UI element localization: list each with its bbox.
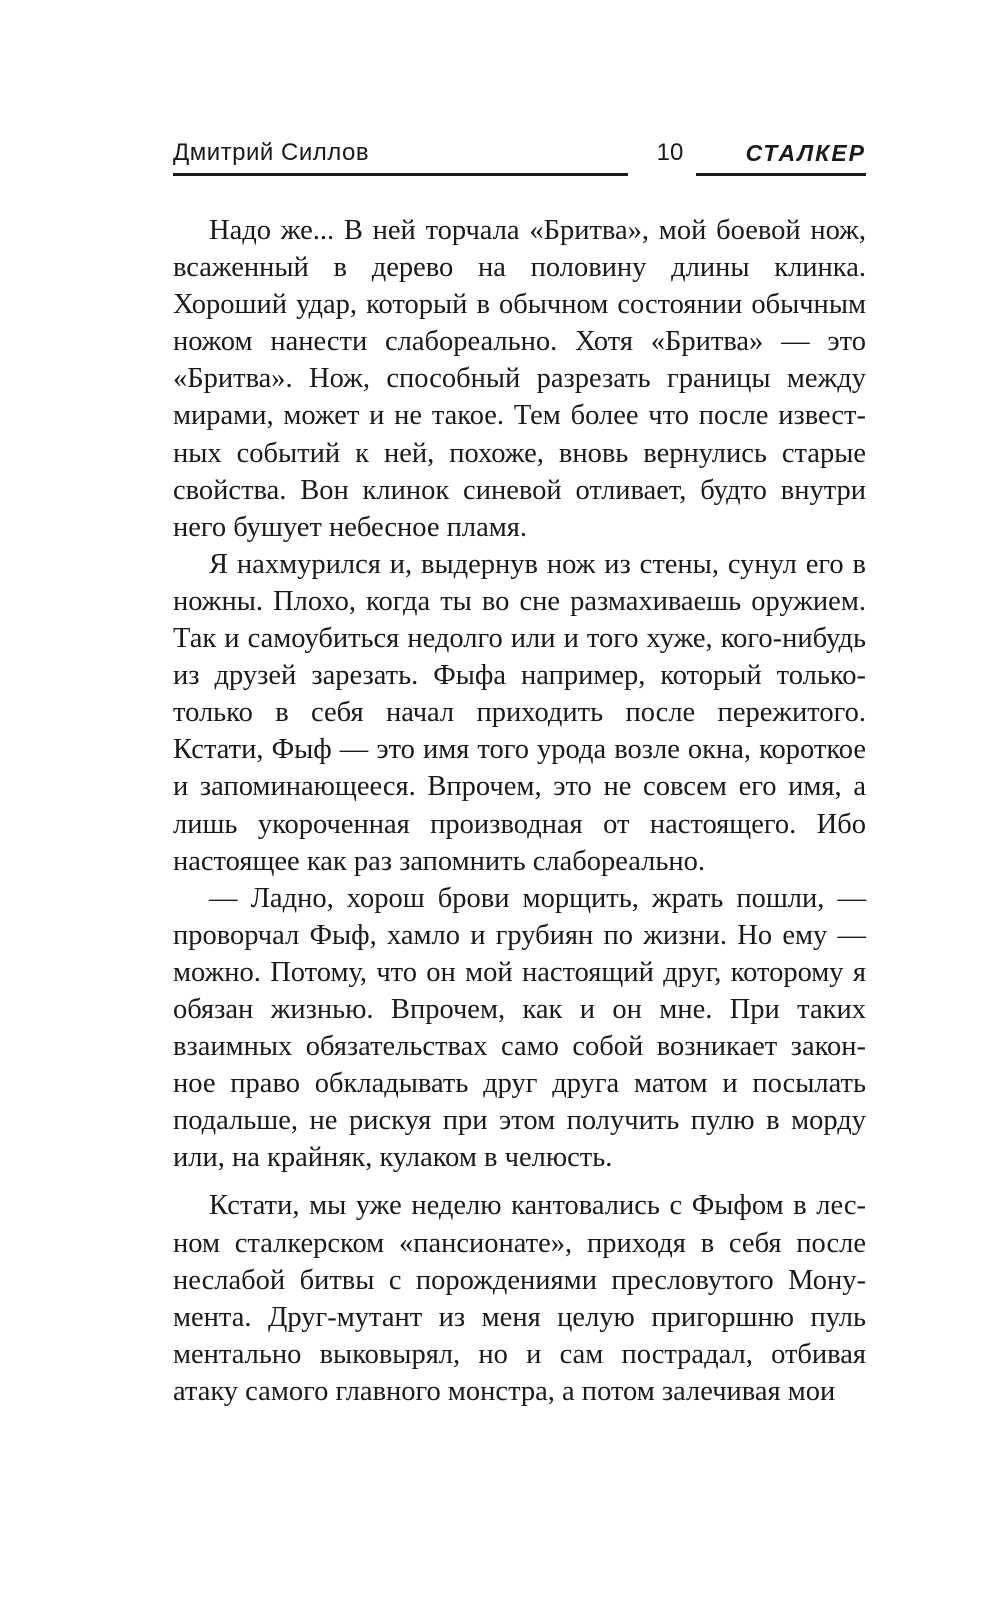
author-name: Дмитрий Силлов: [173, 139, 370, 166]
paragraph-3: — Ладно, хорош брови морщить, жрать пошли, — проворчал Фыф, хамло и грубиян по жизни. Но ему — можно. Потому, что он мой настоящий друг, которому я обязан жизнью. Впрочем, как и он мне. При таких взаимных обязательствах само собой возникает законное право обкладывать друг друга матом и посылать подальше, не рискуя при этом получить пулю в морду или, на крайняк, кулаком в челюсть.: [173, 882, 866, 1174]
page-number: 10: [656, 139, 684, 166]
header-rule-left: [173, 173, 628, 176]
header-rule-right: [696, 173, 866, 176]
body-text: [173, 212, 866, 1410]
paragraph-2: Я нахмурился и, выдернув нож из стены, сунул его в ножны. Плохо, когда ты во сне размахиваешь оружием. Так и самоубиться недолго или и того хуже, кого-нибудь из друзей зарезать. Фыфа например, который только-только в себя начал приходить после пережитого. Кстати, Фыф — это имя того урода возле окна, короткое и запоминающееся. Впрочем, это не совсем его имя, а лишь укороченная производная от настоящего. Ибо настоящее как раз запомнить слабореально.: [173, 548, 866, 877]
paragraph-1: Надо же... В ней торчала «Бритва», мой боевой нож, всаженный в дерево на половину длины клинка. Хороший удар, который в обычном состоянии обычным ножом нанести слабореально. Хотя «Бритва» — это «Бритва». Нож, способный разрезать границы между мирами, может и не такое. Тем более что после известных событий к ней, похоже, вновь вернулись старые свойства. Вон клинок синевой отливает, будто внутри него бушует небесное пламя.: [173, 215, 866, 543]
series-title: СТАЛКЕР: [745, 140, 866, 166]
paragraph-4: Кстати, мы уже неделю кантовались с Фыфом в лесном сталкерском «пансионате», приходя в себя после неслабой битвы с порождениями пресловутого Монумента. Друг-мутант из меня целую пригоршню пуль ментально выковырял, но и сам пострадал, отбивая атаку самого главного монстра, а потом залечивая мои: [173, 1190, 866, 1407]
running-head: [173, 136, 866, 178]
